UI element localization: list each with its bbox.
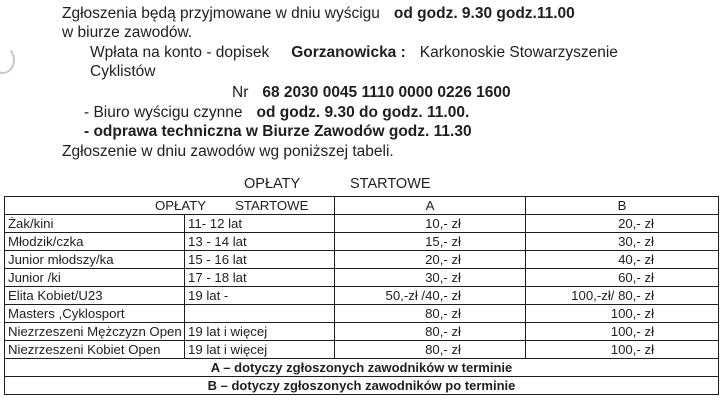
office-hours: od godz. 9.30 do godz. 11.00. — [256, 104, 470, 121]
fees-row — [5, 215, 719, 233]
account-number: 68 2030 0045 1110 0000 0226 1600 — [262, 84, 511, 101]
office-text: - Biuro wyścigu czynne — [84, 104, 243, 121]
fees-category-cell: Niezrzeszeni Mężczyzn Open — [5, 323, 185, 341]
fees-price-b-cell: 100,- zł — [526, 305, 719, 323]
payment-recipient-cont: Cyklistów — [90, 63, 156, 80]
account-label: Nr — [232, 84, 249, 101]
fees-header-row — [5, 197, 719, 215]
fees-age-cell: 15 - 16 lat — [185, 251, 335, 269]
fees-row — [5, 233, 719, 251]
fees-age-cell: 17 - 18 lat — [185, 269, 335, 287]
fees-price-b-cell: 40,- zł — [526, 251, 719, 269]
fees-title-word1: OPŁATY — [244, 176, 301, 192]
fees-category-cell: Junior /ki — [5, 269, 185, 287]
fees-price-a-cell: 20,- zł — [335, 251, 526, 269]
fees-category-cell: Masters ,Cyklosport — [5, 305, 185, 323]
table-intro: Zgłoszenie w dniu zawodów wg poniższej tabeli. — [62, 143, 394, 160]
fees-category-cell: Niezrzeszeni Kobiet Open — [5, 341, 185, 359]
fees-price-b-cell: 100,-zł/ 80,- zł — [526, 287, 719, 305]
fees-price-a-cell: 30,- zł — [335, 269, 526, 287]
fees-price-a-cell: 50,-zł /40,- zł — [335, 287, 526, 305]
fees-table — [4, 196, 719, 395]
fees-note-b: B – dotyczy zgłoszonych zawodników po terminie — [5, 377, 719, 395]
registration-place: w biurze zawodów. — [62, 24, 193, 41]
fees-age-cell: 19 lat i więcej — [185, 341, 335, 359]
fees-price-b-cell: 20,- zł — [526, 215, 719, 233]
fees-note-a: A – dotyczy zgłoszonych zawodników w terminie — [5, 359, 719, 377]
scan-edge-mark — [0, 46, 15, 74]
fees-age-cell: 13 - 14 lat — [185, 233, 335, 251]
fees-category-cell: Żak/kini — [5, 215, 185, 233]
fees-price-b-cell: 30,- zł — [526, 233, 719, 251]
fees-header-label: OPŁATY STARTOWE — [5, 197, 335, 215]
office-line — [84, 103, 469, 122]
fees-row — [5, 305, 719, 323]
fees-row — [5, 341, 719, 359]
account-line — [232, 83, 511, 102]
fees-age-cell: 19 lat i więcej — [185, 323, 335, 341]
fees-note-b-row — [5, 377, 719, 395]
fees-header-col-b: B — [526, 197, 719, 215]
fees-category-cell: Młodzik/czka — [5, 233, 185, 251]
registration-hours: od godz. 9.30 godz.11.00 — [393, 5, 575, 22]
registration-line — [62, 4, 575, 23]
fees-price-b-cell: 100,- zł — [526, 341, 719, 359]
fees-price-a-cell: 80,- zł — [335, 305, 526, 323]
fees-price-a-cell: 15,- zł — [335, 233, 526, 251]
fees-title-word2: STARTOWE — [350, 176, 431, 192]
fees-category-cell: Elita Kobiet/U23 — [5, 287, 185, 305]
briefing-line: - odprawa techniczna w Biurze Zawodów godz. 11.30 — [84, 123, 472, 140]
fees-price-a-cell: 80,- zł — [335, 323, 526, 341]
fees-price-a-cell: 10,- zł — [335, 215, 526, 233]
payment-recipient: Karkonoskie Stowarzyszenie — [419, 44, 618, 61]
registration-text: Zgłoszenia będą przyjmowane w dniu wyścigu — [62, 5, 380, 22]
fees-row — [5, 251, 719, 269]
fees-price-b-cell: 60,- zł — [526, 269, 719, 287]
fees-category-cell: Junior młodszy/ka — [5, 251, 185, 269]
fees-price-a-cell: 80,- zł — [335, 341, 526, 359]
payment-keyword: Gorzanowicka : — [291, 44, 406, 61]
fees-row — [5, 269, 719, 287]
fees-header-col-a: A — [335, 197, 526, 215]
fees-note-a-row — [5, 359, 719, 377]
payment-line — [90, 43, 618, 62]
fees-row — [5, 287, 719, 305]
payment-text: Wpłata na konto - dopisek — [90, 44, 270, 61]
fees-row — [5, 323, 719, 341]
fees-age-cell: 11- 12 lat — [185, 215, 335, 233]
fees-age-cell — [185, 305, 335, 323]
fees-price-b-cell: 100,- zł — [526, 323, 719, 341]
fees-age-cell: 19 lat - — [185, 287, 335, 305]
